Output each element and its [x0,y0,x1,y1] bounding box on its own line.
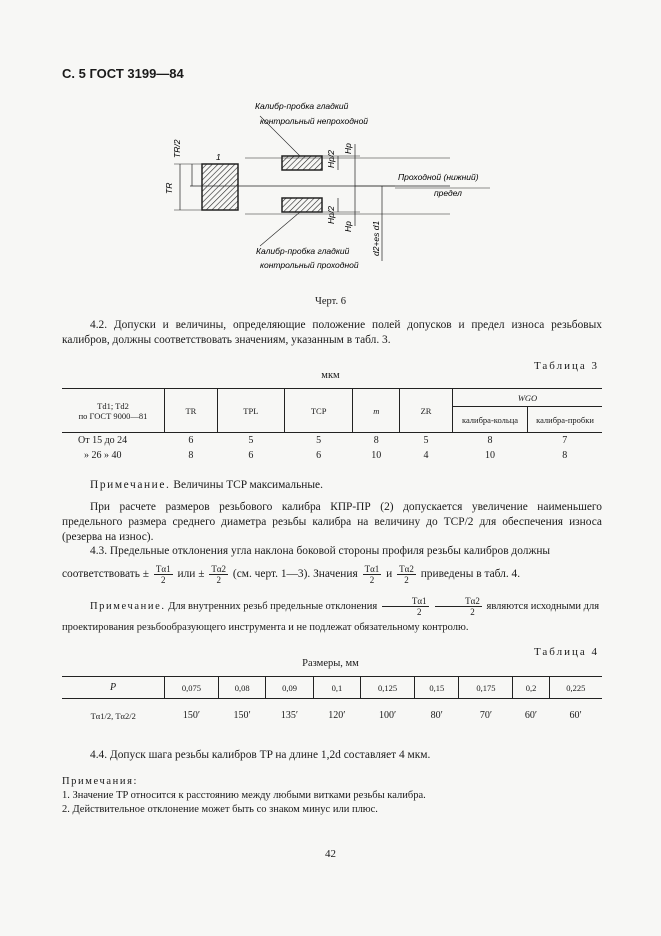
table-row: » 26 » 40 8 6 6 10 4 10 8 [84,449,568,461]
tolerance-drawing [150,96,510,276]
label-go-1: Калибр-пробка гладкий [256,246,350,256]
paragraph-4-4: 4.4. Допуск шага резьбы калибров TP на длине 1,2d составляет 4 мкм. [90,749,431,761]
paragraph-4-3: 4.3. Предельные отклонения угла наклона боковой стороны профиля резьбы калибров должны [90,545,551,557]
label-go-2: контрольный проходной [260,260,359,270]
label-tr: TR [164,182,174,194]
label-nogo-2: контрольный непроходной [260,116,369,126]
plug-top-zone [282,156,322,170]
t3-head-tpl: TPL [217,389,284,433]
plug-bottom-zone [282,198,322,212]
notes-heading: Примечания: [62,776,139,787]
table-row: От 15 до 24 6 5 5 8 5 8 7 [78,434,568,446]
t3-head-wgo-plug: калибра-пробки [528,407,603,433]
label-tr-half: TR/2 [172,139,182,158]
note-1: Примечание. Величины TCP максимальные. [90,479,323,491]
t4-row-head: Tα1/2, Tα2/2 [90,710,136,721]
t3-head-m: m [353,389,400,433]
table4-unit: Размеры, мм [302,658,359,669]
note-item-2: 2. Действительное отклонение может быть со знаком минус или плюс. [62,804,378,815]
label-hp-half-top: Hp/2 [326,150,336,168]
table4-title: Таблица 4 [533,646,599,658]
table3-unit: мкм [321,370,340,381]
label-nogo-1: Калибр-пробка гладкий [255,101,349,111]
t3-head-td: Td1; Td2 [97,400,129,411]
mark-1: 1 [216,152,221,162]
note-2: Примечание. Для внутренних резьб предельные отклонения $\frac{T\alpha 1}{2}$ $\frac{T\alpha 2}{2}$ являются исходными для [90,596,600,617]
paragraph-4-3-line2: соответствовать ± $\frac{T\alpha 1}{2}$ или ± $\frac{T\alpha 2}{2}$ (см. черт. 1—3). Значения $\frac{T\alpha 1}{2}$ и $\frac{T\alpha 2}{2}$ приведены в табл. 4. [62,564,521,585]
t3-head-zr: ZR [400,389,453,433]
t3-head-tr: TR [165,389,218,433]
t3-head-gost: по ГОСТ 9000—81 [78,410,148,421]
drawing-caption: Черт. 6 [315,296,346,307]
t4-head-p: P [62,677,165,699]
page-number: 42 [325,848,336,860]
page-header: С. 5 ГОСТ 3199—84 [62,66,184,81]
table-3 [62,388,602,463]
label-d2-es: d2+es d1 [371,220,381,256]
t3-head-wgo: WGO [453,389,603,407]
paragraph-kpr: При расчете размеров резьбового калибра КПР-ПР (2) допускается увеличение наименьшего предельного размера среднего диаметра резьбы калибра на величину до TCP/2 для обеспечения износа (резерва на износ). [62,501,602,543]
label-hp-bottom: Hp [343,221,353,232]
note-2-cont: проектирования резьбообразующего инструмента и не подлежат обязательному контролю. [62,622,469,633]
table3-title: Таблица 3 [533,360,599,372]
note-item-1: 1. Значение TP относится к расстоянию между любыми витками резьбы калибра. [62,790,426,801]
paragraph-4-2: 4.2. Допуски и величины, определяющие положение полей допусков и предел износа резьбовых калибров, должны соответствовать значениям, указанным в табл. 3. [62,319,602,346]
t3-head-tcp: TCP [284,389,353,433]
table-4: P 0,075 0,08 0,09 0,1 0,125 0,15 0,175 0,2 0,225 Tα1/2, Tα2/2 150′ 150′ 135′ 120′ 100′ 80′ 70′ 60′ 60′ [62,676,602,733]
t3-head-wgo-ring: калибра-кольца [453,407,528,433]
label-limit-2: предел [434,188,462,198]
tr-zone [202,164,238,210]
label-limit-1: Проходной (нижний) [398,172,479,182]
table-row: Tα1/2, Tα2/2 150′ 150′ 135′ 120′ 100′ 80′ 70′ 60′ 60′ [62,699,602,733]
label-hp-top: Hp [343,143,353,154]
label-hp-half-bottom: Hp/2 [326,206,336,224]
